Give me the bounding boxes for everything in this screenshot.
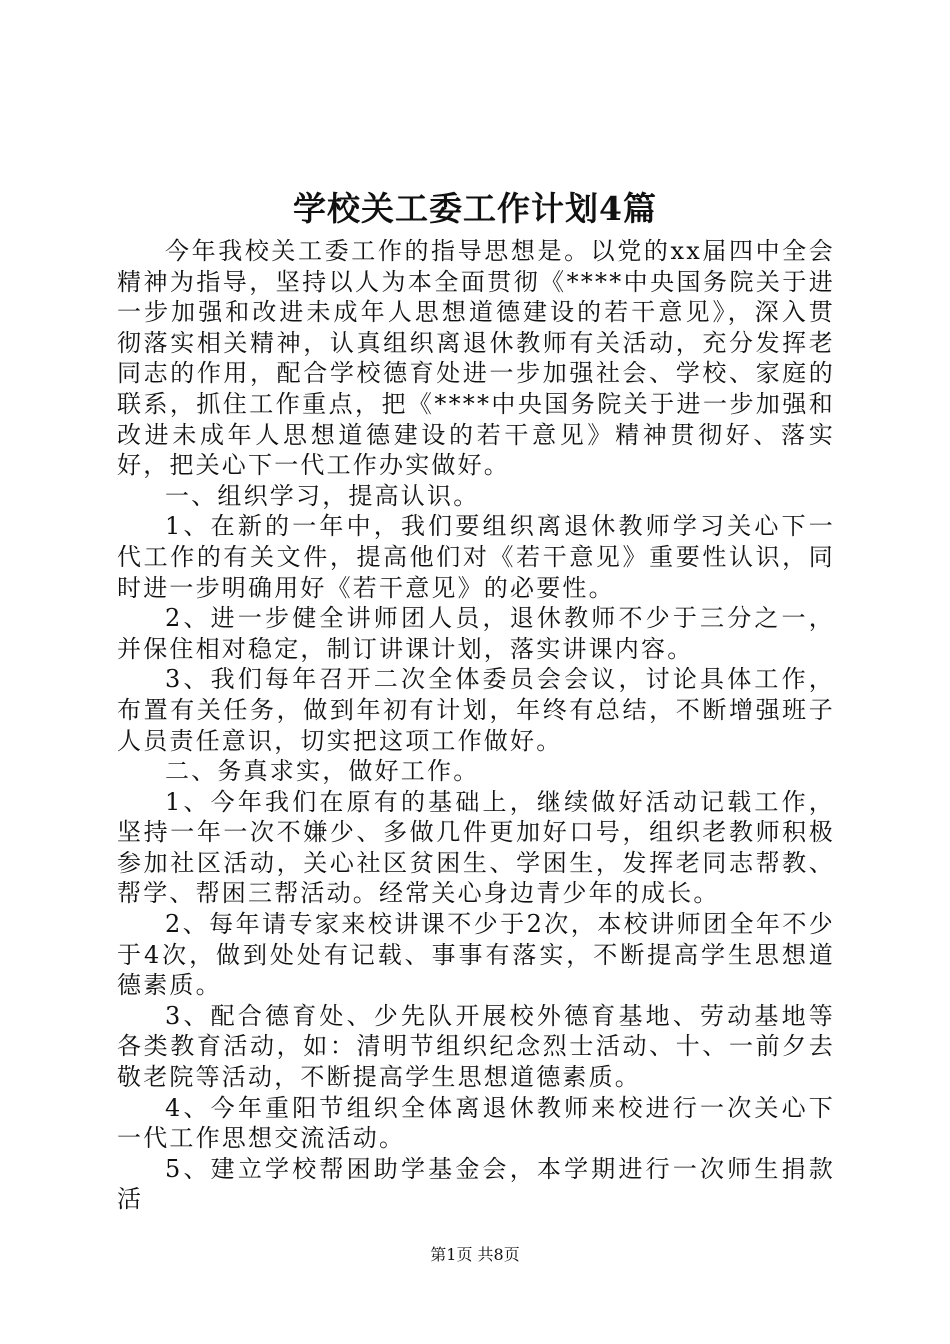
paragraph: 3、我们每年召开二次全体委员会会议，讨论具体工作，布置有关任务，做到年初有计划，年终有总结，不断增强班子人员责任意识，切实把这项工作做好。 [117, 665, 835, 755]
paragraph: 2、每年请专家来校讲课不少于2次，本校讲师团全年不少于4次，做到处处有记载、事事有落实，不断提高学生思想道德素质。 [117, 910, 835, 1000]
section-heading: 二、务真求实，做好工作。 [165, 757, 480, 786]
paragraph: 1、在新的一年中，我们要组织离退休教师学习关心下一代工作的有关文件，提高他们对《若干意见》重要性认识，同时进一步明确用好《若干意见》的必要性。 [117, 512, 835, 602]
document-body [117, 236, 835, 1215]
page-number-footer: 第1页 共8页 [430, 1245, 520, 1264]
document-title: 学校关工委工作计划4篇 [293, 189, 657, 228]
paragraph: 2、进一步健全讲师团人员，退休教师不少于三分之一，并保住相对稳定，制订讲课计划，落实讲课内容。 [117, 604, 835, 663]
paragraph: 今年我校关工委工作的指导思想是。以党的xx届四中全会精神为指导，坚持以人为本全面贯彻《****中央国务院关于进一步加强和改进未成年人思想道德建设的若干意见》，深入贯彻落实相关精神，认真组织离退休教师有关活动，充分发挥老同志的作用，配合学校德育处进一步加强社会、学校、家庭的联系，抓住工作重点，把《****中央国务院关于进一步加强和改进未成年人思想道德建设的若干意见》精神贯彻好、落实好，把关心下一代工作办实做好。 [117, 237, 835, 480]
paragraph: 5、建立学校帮困助学基金会，本学期进行一次师生捐款活 [117, 1154, 835, 1214]
paragraph: 4、今年重阳节组织全体离退休教师来校进行一次关心下一代工作思想交流活动。 [117, 1093, 835, 1153]
paragraph: 3、配合德育处、少先队开展校外德育基地、劳动基地等各类教育活动，如：清明节组织纪念烈士活动、十、一前夕去敬老院等活动，不断提高学生思想道德素质。 [117, 1001, 835, 1092]
paragraph: 1、今年我们在原有的基础上，继续做好活动记载工作，坚持一年一次不嫌少、多做几件更加好口号，组织老教师积极参加社区活动，关心社区贫困生、学困生，发挥老同志帮教、帮学、帮困三帮活动。经常关心身边青少年的成长。 [117, 787, 835, 908]
section-heading: 一、组织学习，提高认识。 [165, 481, 480, 510]
